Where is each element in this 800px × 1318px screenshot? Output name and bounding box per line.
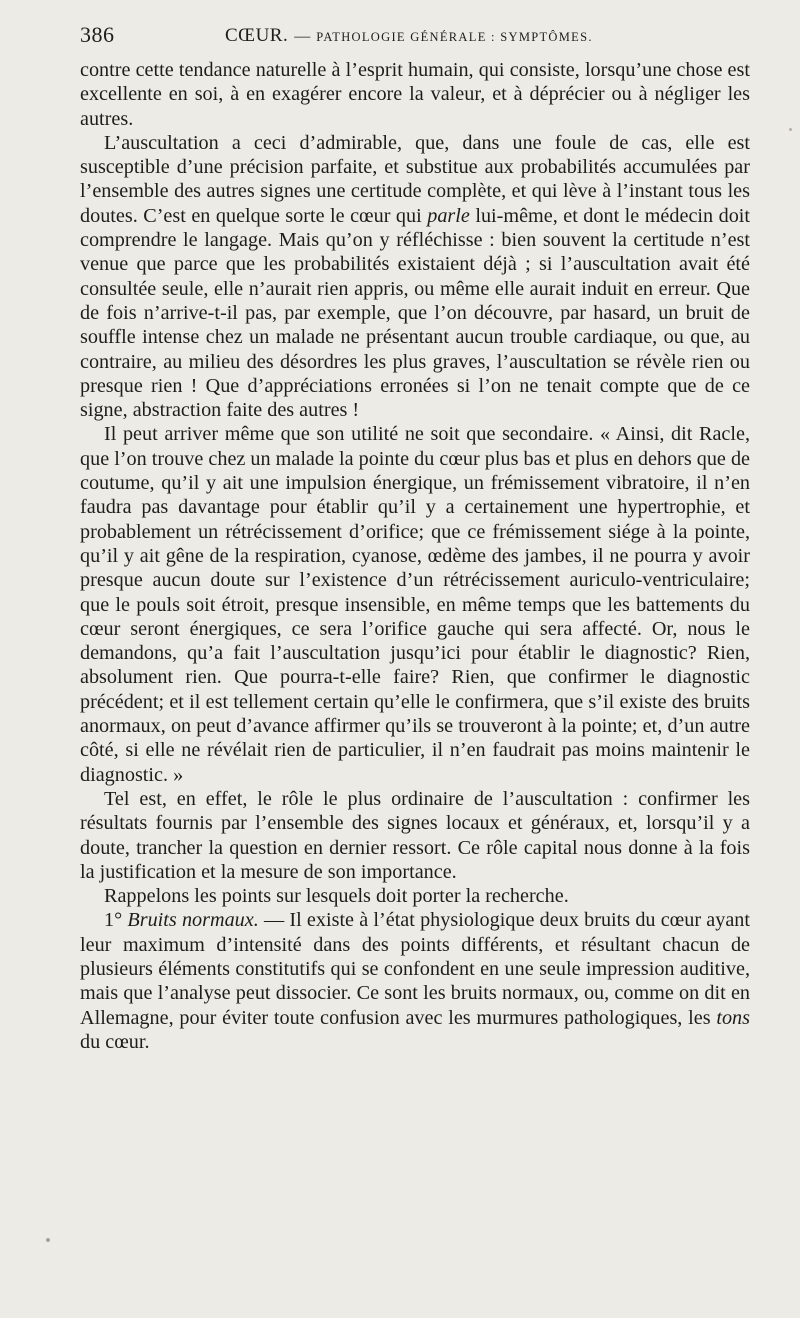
text-segment: lui-même, et dont le médecin doit comprendre le langage. Mais qu’on y réfléchisse : bien souvent la certitude n’est venue que parce que les probabilités existaient déjà ; si l’auscultation avait été consultée seule, elle n’aurait rien appris, ou même elle aurait induit en erreur. Que de fois n’arrive-t-il pas, par exemple, que l’on découvre, par hasard, un bruit de souffle intense chez un malade ne présentant aucun trouble cardiaque, ou que, au contraire, au milieu des désordres les plus graves, l’auscultation se révèle rien ou presque rien ! Que d’appréciations erronées si l’on ne tenait compte que de ce signe, abstraction faite des autres ! bbox=[80, 204, 751, 422]
text-segment: 1° bbox=[104, 909, 128, 932]
running-subtitle: PATHOLOGIE GÉNÉRALE : SYMPTÔMES. bbox=[316, 30, 593, 44]
text-segment: Il peut arriver même que son utilité ne soit que secondaire. « Ainsi, dit Racle, que l’on trouve chez un malade la pointe du cœur plus bas et plus en dehors que de coutume, qu’il y ait une impulsion énergique, un frémissement vibratoire, il n’en faudra pas davantage pour établir qu’il y a certainement une hypertrophie, et probablement un rétrécissement d’orifice; que ce frémissement siége à la pointe, qu’il y ait gêne de la respiration, cyanose, œdème des jambes, il ne pourra y avoir presque aucun doute sur l’existence d’un rétrécissement auriculo-ventriculaire; que le pouls soit étroit, presque insensible, en même temps que les battements du cœur seront énergiques, ce sera l’orifice gauche qui sera affecté. Or, nous le demandons, qu’a fait l’auscultation jusqu’ici pour établir le diagnostic? Rien, absolument rien. Que pourra-t-elle faire? Rien, que confirmer le diagnostic précédent; et il est tellement certain qu’elle le confirmera, que s’il existe des bruits anormaux, on peut d’avance affirmer qu’ils se trouveront à la pointe; et, d’un autre côté, si elle ne révélait rien de particulier, il n’en faudrait pas moins maintenir le diagnostic. » bbox=[80, 423, 750, 786]
running-title: CŒUR. bbox=[225, 25, 289, 46]
paragraph bbox=[80, 787, 750, 884]
paragraph bbox=[80, 58, 750, 131]
paragraph bbox=[80, 422, 750, 786]
body-text bbox=[80, 58, 750, 1054]
page-number: 386 bbox=[80, 22, 115, 47]
running-head bbox=[225, 25, 593, 47]
margin-speck bbox=[789, 128, 792, 131]
text-segment: du cœur. bbox=[80, 1030, 150, 1053]
text-segment: contre cette tendance naturelle à l’esprit humain, qui consiste, lorsqu’une chose est excellente en soi, à en exagérer encore la valeur, et à déprécier ou à négliger les autres. bbox=[80, 59, 750, 130]
text-segment: Tel est, en effet, le rôle le plus ordinaire de l’auscultation : confirmer les résultats fournis par l’ensemble des signes locaux et généraux, et, lorsqu’il y a doute, trancher la question en dernier ressort. Ce rôle capital nous donne à la fois la justification et la mesure de son importance. bbox=[80, 787, 750, 883]
text-segment: L’auscultation a ceci d’admirable, que, dans une foule de cas, elle est susceptible d’une précision parfaite, et substitue aux probabilités accumulées par l’ensemble des autres signes une certitude complète, et qui lève à l’instant tous les doutes. C’est en quelque sorte le cœur qui bbox=[80, 131, 750, 227]
text-segment: Rappelons les points sur lesquels doit porter la recherche. bbox=[104, 885, 569, 908]
paragraph bbox=[80, 884, 750, 908]
running-head-dash: — bbox=[294, 28, 311, 45]
paragraph bbox=[80, 908, 750, 1054]
italic-text: parle bbox=[427, 204, 470, 227]
page-header bbox=[80, 22, 750, 52]
italic-text: Bruits normaux. bbox=[127, 909, 259, 932]
margin-speck bbox=[46, 1238, 50, 1242]
text-segment: — Il existe à l’état physiologique deux bruits du cœur ayant leur maximum d’intensité dans des points différents, et résultant chacun de plusieurs éléments constitutifs qui se confondent en une seule impression auditive, mais que l’analyse peut dissocier. Ce sont les bruits normaux, ou, comme on dit en Allemagne, pour éviter toute confusion avec les murmures pathologiques, les bbox=[80, 909, 751, 1029]
italic-text: tons bbox=[716, 1006, 750, 1029]
paragraph bbox=[80, 131, 750, 423]
